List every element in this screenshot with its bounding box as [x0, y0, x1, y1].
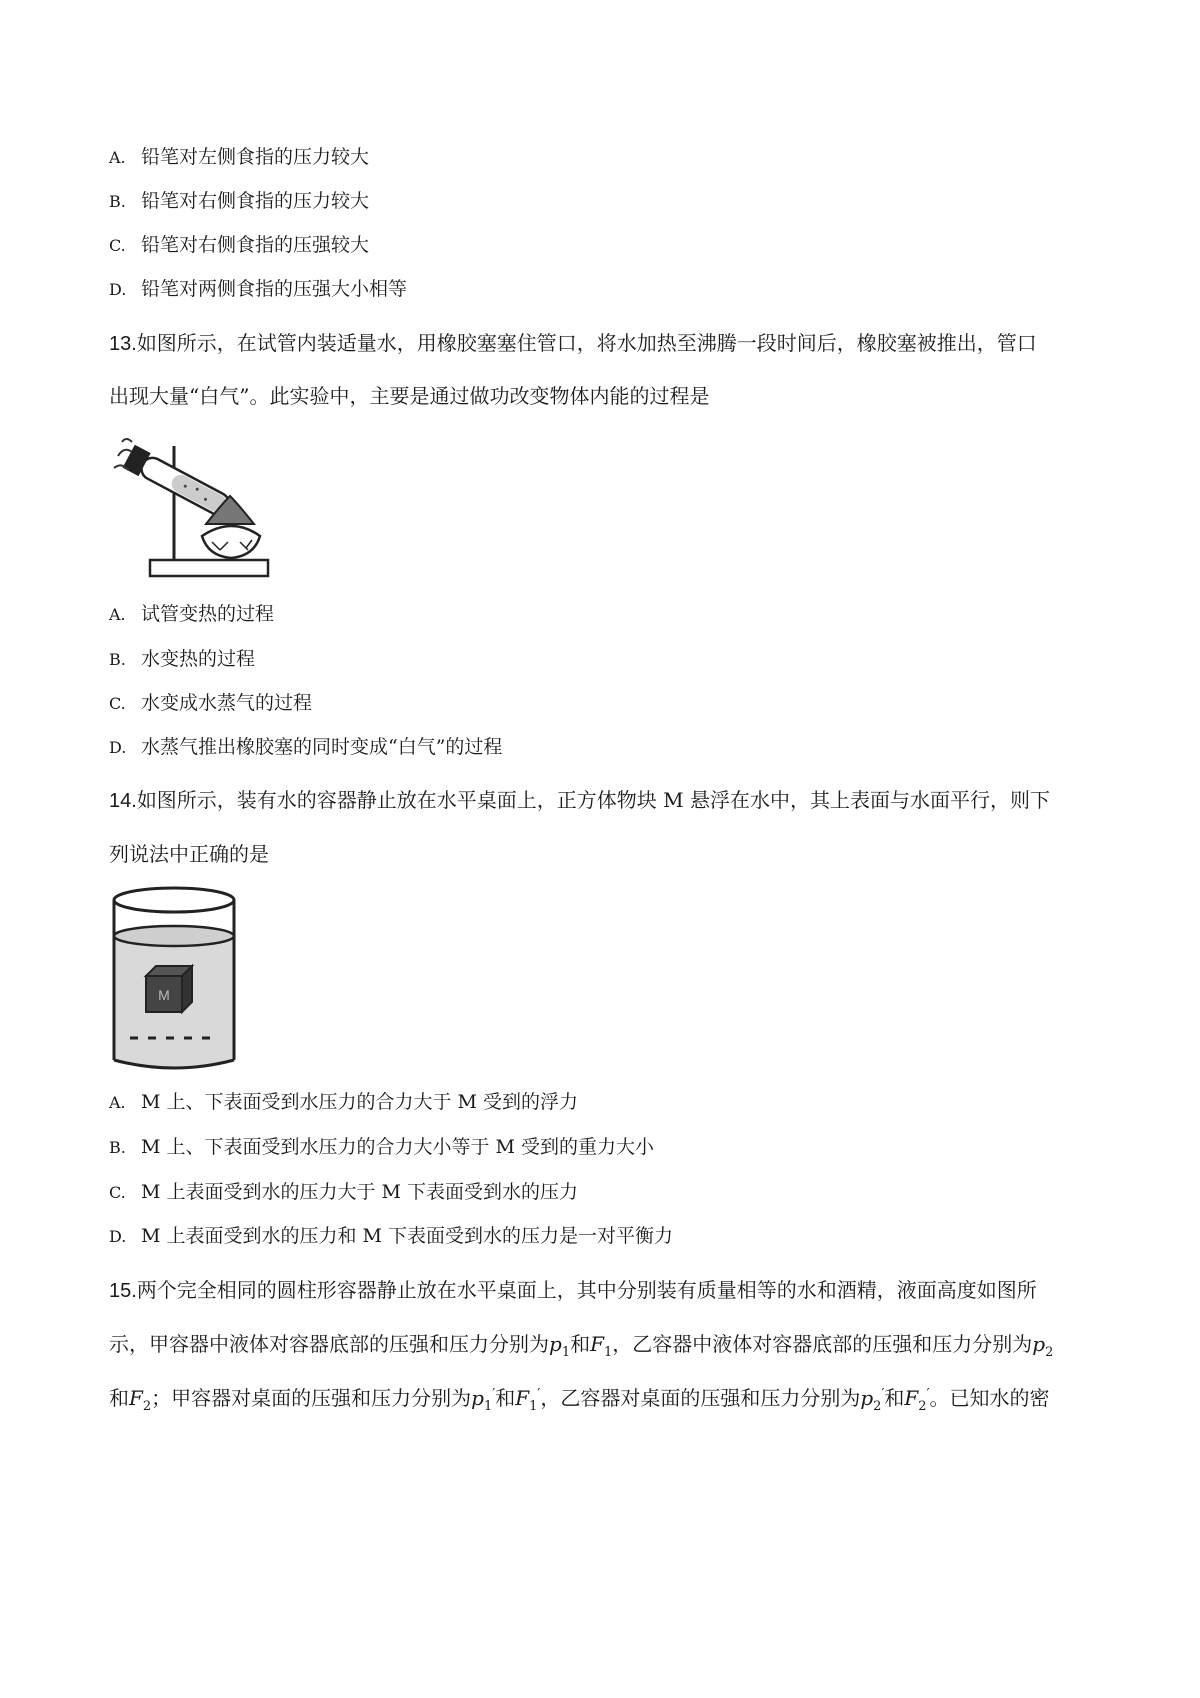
var-f: F: [515, 1386, 530, 1410]
option-letter: A.: [109, 605, 126, 624]
option-letter: A.: [109, 148, 126, 167]
option-letter: D.: [109, 1227, 127, 1246]
beaker-rim: [114, 888, 234, 912]
q15-stem-line3: [109, 1382, 1099, 1414]
test-tube: [123, 445, 234, 521]
q14-option-a[interactable]: [109, 1090, 578, 1115]
option-text: M 上表面受到水的压力大于 M 下表面受到水的压力: [141, 1181, 579, 1203]
question-text: 。已知水的密: [929, 1386, 1050, 1410]
option-letter: C.: [109, 236, 126, 255]
test-tube-heating-figure: [108, 432, 278, 582]
beaker-cube-figure: [108, 878, 248, 1078]
q12-option-b[interactable]: [109, 189, 369, 214]
cube-m: [146, 966, 192, 1012]
option-letter: B.: [109, 192, 126, 211]
subscript: 1: [603, 1345, 613, 1360]
option-letter: A.: [109, 1093, 126, 1112]
var-f: F: [590, 1332, 604, 1356]
prime: ′: [492, 1386, 496, 1402]
option-text: M 上、下表面受到水压力的合力大小等于 M 受到的重力大小: [141, 1136, 655, 1158]
subscript: 1: [561, 1345, 571, 1360]
stand-base: [150, 560, 268, 576]
q14-stem-line1: [109, 784, 1099, 813]
option-text: 铅笔对右侧食指的压强较大: [141, 234, 370, 256]
option-text: 铅笔对两侧食指的压强大小相等: [141, 278, 408, 300]
question-text: 示，甲容器中液体对容器底部的压强和压力分别为: [109, 1332, 549, 1356]
subscript: 1: [483, 1399, 493, 1414]
question-text: ；甲容器对桌面的压强和压力分别为: [151, 1386, 472, 1410]
option-letter: B.: [109, 650, 126, 669]
var-f: F: [129, 1386, 143, 1410]
option-text: 铅笔对右侧食指的压力较大: [141, 190, 370, 212]
prime: ′: [537, 1386, 541, 1402]
option-text: M 上表面受到水的压力和 M 下表面受到水的压力是一对平衡力: [141, 1225, 674, 1247]
option-letter: D.: [109, 738, 127, 757]
var-p: p: [471, 1386, 484, 1410]
var-p: p: [549, 1332, 562, 1356]
option-letter: C.: [109, 1183, 126, 1202]
option-text: 铅笔对左侧食指的压力较大: [141, 146, 370, 168]
var-p: p: [1032, 1332, 1046, 1356]
question-text: 两个完全相同的圆柱形容器静止放在水平桌面上，其中分别装有质量相等的水和酒精，液面高度如图所: [136, 1278, 1037, 1302]
question-number: 15.: [109, 1280, 137, 1302]
q13-option-c[interactable]: [109, 691, 312, 716]
q14-option-d[interactable]: [109, 1224, 673, 1249]
subscript: 2: [1045, 1345, 1054, 1360]
q15-stem-line1: [109, 1274, 1099, 1303]
option-text: 试管变热的过程: [141, 603, 275, 625]
option-letter: D.: [109, 280, 127, 299]
prime: ′: [926, 1386, 930, 1402]
question-text: ，乙容器对桌面的压强和压力分别为: [540, 1386, 861, 1410]
question-text: 和: [570, 1332, 591, 1356]
subscript: 1: [529, 1399, 538, 1414]
q13-option-a[interactable]: [109, 602, 274, 627]
option-text: 水蒸气推出橡胶塞的同时变成“白气”的过程: [141, 736, 503, 758]
question-number: 13.: [109, 333, 137, 355]
subscript: 2: [142, 1399, 152, 1414]
water-surface: [114, 926, 234, 946]
question-text: 和: [109, 1386, 129, 1410]
q14-stem-line2: [109, 838, 1099, 867]
prime: ′: [881, 1386, 885, 1402]
subscript: 2: [873, 1399, 882, 1414]
var-p: p: [860, 1386, 874, 1410]
q12-option-a[interactable]: [109, 145, 369, 170]
option-text: 水变热的过程: [141, 648, 256, 670]
option-letter: B.: [109, 1138, 126, 1157]
q12-option-c[interactable]: [109, 233, 369, 258]
q14-option-c[interactable]: [109, 1180, 578, 1205]
question-text: ，乙容器中液体对容器底部的压强和压力分别为: [612, 1332, 1033, 1356]
q13-stem-line2: [109, 380, 1099, 409]
q15-stem-line2: [109, 1328, 1099, 1360]
question-text: 如图所示，在试管内装适量水，用橡胶塞塞住管口，将水加热至沸腾一段时间后，橡胶塞被推出，管口: [136, 331, 1037, 355]
question-number: 14.: [109, 790, 137, 812]
var-f: F: [904, 1386, 919, 1410]
option-letter: C.: [109, 694, 126, 713]
question-text: 列说法中正确的是: [109, 842, 269, 866]
q13-option-d[interactable]: [109, 735, 502, 760]
option-text: M 上、下表面受到水压力的合力大于 M 受到的浮力: [141, 1091, 579, 1113]
question-text: 和: [884, 1386, 905, 1410]
question-text: 出现大量“白气”。此实验中，主要是通过做功改变物体内能的过程是: [109, 384, 710, 408]
cube-label: M: [158, 987, 170, 1003]
option-text: 水变成水蒸气的过程: [141, 692, 313, 714]
q13-stem-line1: [109, 327, 1099, 356]
subscript: 2: [918, 1399, 927, 1414]
q13-option-b[interactable]: [109, 647, 255, 672]
question-text: 和: [495, 1386, 516, 1410]
q14-option-b[interactable]: [109, 1135, 654, 1160]
q12-option-d[interactable]: [109, 277, 407, 302]
question-text: 如图所示，装有水的容器静止放在水平桌面上，正方体物块 M 悬浮在水中，其上表面与水面平行，则下: [136, 788, 1051, 812]
